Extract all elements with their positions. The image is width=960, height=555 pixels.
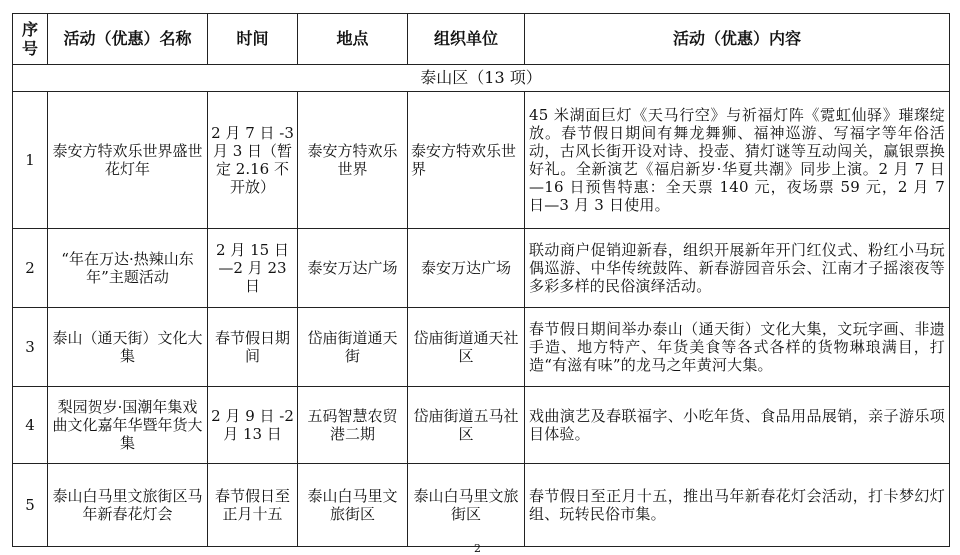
cell-content: 戏曲演艺及春联福字、小吃年货、食品用品展销，亲子游乐项目体验。 <box>525 387 950 464</box>
table-row <box>13 229 950 308</box>
cell-content: 联动商户促销迎新春，组织开展新年开门红仪式、粉红小马玩偶巡游、中华传统鼓阵、新春游园音乐会、江南才子摇滚夜等多彩多样的民俗演绎活动。 <box>525 229 950 308</box>
header-seq: 序号 <box>13 14 48 65</box>
cell-org: 岱庙街道五马社区 <box>408 387 525 464</box>
cell-seq: 3 <box>13 308 48 387</box>
page-number: 2 <box>474 542 481 555</box>
cell-name: 泰山（通天街）文化大集 <box>48 308 208 387</box>
header-content: 活动（优惠）内容 <box>525 14 950 65</box>
table-row <box>13 387 950 464</box>
cell-place: 岱庙街道通天街 <box>298 308 408 387</box>
cell-place: 泰安方特欢乐世界 <box>298 92 408 229</box>
cell-org: 泰安方特欢乐世界 <box>408 92 525 229</box>
cell-time: 2 月 9 日 -2 月 13 日 <box>208 387 298 464</box>
cell-time: 2 月 7 日 -3 月 3 日（暂定 2.16 不开放） <box>208 92 298 229</box>
cell-content: 45 米湖面巨灯《天马行空》与祈福灯阵《霓虹仙驿》璀璨绽放。春节假日期间有舞龙舞狮、福神巡游、写福字等年俗活动，古风长街开设对诗、投壶、猜灯谜等互动闯关，赢银票换好礼。全新演艺《福启新岁·华夏共潮》同步上演。2 月 7 日—16 日预售特惠：全天票 140 元，夜场票 59 元，2 月 7 日—3 月 3 日使用。 <box>525 92 950 229</box>
activity-table <box>12 13 950 547</box>
cell-name: 泰安方特欢乐世界盛世花灯年 <box>48 92 208 229</box>
district-label: 泰山区（13 项） <box>13 65 950 92</box>
table-row <box>13 308 950 387</box>
cell-org: 泰山白马里文旅街区 <box>408 464 525 547</box>
cell-time: 春节假日至正月十五 <box>208 464 298 547</box>
cell-place: 泰安万达广场 <box>298 229 408 308</box>
cell-seq: 4 <box>13 387 48 464</box>
header-org: 组织单位 <box>408 14 525 65</box>
header-name: 活动（优惠）名称 <box>48 14 208 65</box>
cell-name: 泰山白马里文旅街区马年新春花灯会 <box>48 464 208 547</box>
cell-org: 岱庙街道通天社区 <box>408 308 525 387</box>
cell-org: 泰安万达广场 <box>408 229 525 308</box>
cell-name: “年在万达·热辣山东年”主题活动 <box>48 229 208 308</box>
cell-place: 泰山白马里文旅街区 <box>298 464 408 547</box>
table-header-row <box>13 14 950 65</box>
cell-seq: 2 <box>13 229 48 308</box>
cell-place: 五码智慧农贸港二期 <box>298 387 408 464</box>
cell-seq: 5 <box>13 464 48 547</box>
district-row <box>13 65 950 92</box>
cell-seq: 1 <box>13 92 48 229</box>
header-place: 地点 <box>298 14 408 65</box>
cell-name: 梨园贺岁·国潮年集戏曲文化嘉年华暨年货大集 <box>48 387 208 464</box>
cell-time: 2 月 15 日—2 月 23 日 <box>208 229 298 308</box>
cell-time: 春节假日期间 <box>208 308 298 387</box>
table-row <box>13 464 950 547</box>
table-row <box>13 92 950 229</box>
cell-content: 春节假日期间举办泰山（通天街）文化大集，文玩字画、非遗手造、地方特产、年货美食等各式各样的货物琳琅满目，打造“有滋有味”的龙马之年黄河大集。 <box>525 308 950 387</box>
header-time: 时间 <box>208 14 298 65</box>
cell-content: 春节假日至正月十五，推出马年新春花灯会活动，打卡梦幻灯组、玩转民俗市集。 <box>525 464 950 547</box>
